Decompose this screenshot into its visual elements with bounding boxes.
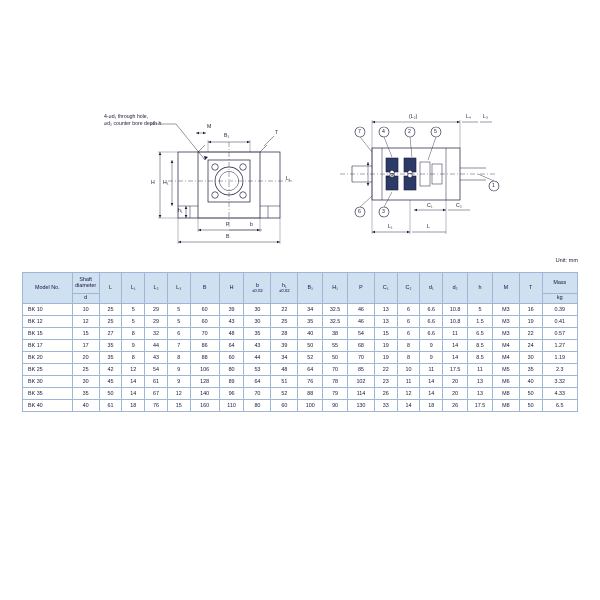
cell-C1: 22	[374, 364, 397, 376]
cell-L3: 8	[167, 352, 190, 364]
cell-H1: 32.5	[323, 316, 348, 328]
cell-model: BK 17	[23, 340, 73, 352]
cell-b: 64	[244, 376, 271, 388]
cell-L3: 9	[167, 364, 190, 376]
cell-T: 16	[519, 304, 542, 316]
balloon-2: 2	[408, 129, 411, 135]
cell-H1: 79	[323, 388, 348, 400]
cell-L1: 8	[122, 352, 145, 364]
cell-h1: 22	[271, 304, 298, 316]
cell-d2: 10.8	[443, 304, 468, 316]
cell-h: 13	[468, 376, 493, 388]
cell-h: 1.5	[468, 316, 493, 328]
cell-d: 40	[72, 400, 99, 412]
cell-L1: 8	[122, 328, 145, 340]
cell-C2: 8	[397, 340, 420, 352]
cell-h: 5	[468, 304, 493, 316]
cell-M: M3	[492, 316, 519, 328]
cell-H: 60	[219, 352, 244, 364]
cell-model: BK 35	[23, 388, 73, 400]
cell-P: 102	[347, 376, 374, 388]
dim-label-M: M	[207, 124, 212, 130]
cell-h1: 34	[271, 352, 298, 364]
technical-drawing	[0, 100, 600, 270]
cell-C2: 11	[397, 376, 420, 388]
th-B: B	[190, 273, 219, 304]
cell-L: 25	[99, 316, 122, 328]
specification-table-body	[23, 304, 578, 412]
cell-mass: 1.27	[542, 340, 577, 352]
cell-d1: 11	[420, 364, 443, 376]
th-L3: L₃	[167, 273, 190, 304]
cell-B: 60	[190, 316, 219, 328]
th-shaft-diameter-unit: d	[72, 294, 99, 304]
cell-d2: 14	[443, 352, 468, 364]
cell-T: 22	[519, 328, 542, 340]
cell-L2: 43	[145, 352, 168, 364]
cell-b: 30	[244, 304, 271, 316]
cell-L2: 67	[145, 388, 168, 400]
dim-label-L3: L₃	[483, 114, 488, 120]
cell-L2: 44	[145, 340, 168, 352]
cell-d1: 18	[420, 400, 443, 412]
dim-label-L1-right: L₁	[388, 224, 393, 230]
dim-label-C2: C₂	[456, 203, 462, 209]
cell-b: 70	[244, 388, 271, 400]
th-H1: H₁	[323, 273, 348, 304]
cell-P: 130	[347, 400, 374, 412]
callout-shaft-diameter: ⌀ d	[386, 174, 394, 180]
table-row	[23, 400, 578, 412]
cell-L2: 32	[145, 328, 168, 340]
cell-L: 35	[99, 352, 122, 364]
table-row	[23, 304, 578, 316]
specification-table-wrapper	[22, 272, 578, 412]
cell-h: 11	[468, 364, 493, 376]
cell-T: 30	[519, 352, 542, 364]
cell-C1: 26	[374, 388, 397, 400]
balloon-7: 7	[358, 129, 361, 135]
cell-B: 60	[190, 304, 219, 316]
cell-h1: 52	[271, 388, 298, 400]
callout-counter-bore: ⌀d₂ counter bore depth h	[104, 121, 162, 127]
cell-b: 80	[244, 400, 271, 412]
cell-mass: 6.5	[542, 400, 577, 412]
cell-B: 160	[190, 400, 219, 412]
table-row	[23, 316, 578, 328]
cell-b: 30	[244, 316, 271, 328]
cell-M: M3	[492, 328, 519, 340]
cell-T: 40	[519, 376, 542, 388]
cell-T: 35	[519, 364, 542, 376]
cell-B1: 76	[298, 376, 323, 388]
cell-C1: 19	[374, 340, 397, 352]
cell-H1: 38	[323, 328, 348, 340]
cell-B: 128	[190, 376, 219, 388]
balloon-4: 4	[382, 129, 385, 135]
th-h1-tolerance: ±0.02	[278, 287, 290, 293]
cell-H: 80	[219, 364, 244, 376]
cell-L: 42	[99, 364, 122, 376]
cell-C1: 19	[374, 352, 397, 364]
cell-h1: 60	[271, 400, 298, 412]
dim-label-P: P	[226, 222, 230, 228]
cell-P: 46	[347, 316, 374, 328]
cell-P: 54	[347, 328, 374, 340]
cell-mass: 4.33	[542, 388, 577, 400]
th-C1: C₁	[374, 273, 397, 304]
cell-B1: 64	[298, 364, 323, 376]
table-row	[23, 328, 578, 340]
cell-L3: 6	[167, 328, 190, 340]
cell-L3: 12	[167, 388, 190, 400]
cell-M: M6	[492, 376, 519, 388]
cell-model: BK 30	[23, 376, 73, 388]
cell-d1: 6.6	[420, 328, 443, 340]
cell-h1: 25	[271, 316, 298, 328]
cell-d1: 14	[420, 376, 443, 388]
cell-H: 43	[219, 316, 244, 328]
cell-h1: 39	[271, 340, 298, 352]
cell-B1: 40	[298, 328, 323, 340]
cell-d: 35	[72, 388, 99, 400]
balloon-1: 1	[492, 183, 495, 189]
dim-label-H1: H₁	[163, 180, 169, 186]
cell-B: 86	[190, 340, 219, 352]
cell-C2: 6	[397, 304, 420, 316]
cell-h: 13	[468, 388, 493, 400]
cell-L: 35	[99, 340, 122, 352]
cell-L1: 12	[122, 364, 145, 376]
cell-P: 46	[347, 304, 374, 316]
dim-label-h1: h₁	[178, 208, 183, 214]
cell-d2: 10.8	[443, 316, 468, 328]
cell-B: 70	[190, 328, 219, 340]
cell-h: 17.5	[468, 400, 493, 412]
specification-table	[22, 272, 578, 412]
cell-b: 43	[244, 340, 271, 352]
cell-d1: 6.6	[420, 304, 443, 316]
cell-d2: 20	[443, 388, 468, 400]
cell-h: 8.5	[468, 352, 493, 364]
cell-model: BK 40	[23, 400, 73, 412]
cell-L2: 76	[145, 400, 168, 412]
th-b-tolerance: ±0.02	[252, 287, 263, 293]
cell-H: 64	[219, 340, 244, 352]
th-L: L	[99, 273, 122, 304]
cell-L3: 5	[167, 304, 190, 316]
cell-L3: 5	[167, 316, 190, 328]
cell-C2: 6	[397, 316, 420, 328]
cell-L3: 15	[167, 400, 190, 412]
cell-B1: 50	[298, 340, 323, 352]
cell-B1: 88	[298, 388, 323, 400]
cell-L3: 9	[167, 376, 190, 388]
cell-L1: 14	[122, 388, 145, 400]
cell-M: M5	[492, 364, 519, 376]
cell-M: M3	[492, 304, 519, 316]
cell-d: 25	[72, 364, 99, 376]
th-L1: L₁	[122, 273, 145, 304]
cell-d2: 14	[443, 340, 468, 352]
cell-h: 6.5	[468, 328, 493, 340]
cell-P: 114	[347, 388, 374, 400]
cell-L2: 29	[145, 304, 168, 316]
cell-model: BK 15	[23, 328, 73, 340]
cell-B1: 34	[298, 304, 323, 316]
cell-d1: 6.6	[420, 316, 443, 328]
table-row	[23, 388, 578, 400]
cell-L2: 61	[145, 376, 168, 388]
dim-label-L-right: L	[427, 224, 430, 230]
cell-d1: 9	[420, 340, 443, 352]
cell-d1: 9	[420, 352, 443, 364]
th-M: M	[492, 273, 519, 304]
cell-H1: 78	[323, 376, 348, 388]
cell-H: 110	[219, 400, 244, 412]
table-row	[23, 376, 578, 388]
th-H: H	[219, 273, 244, 304]
cell-L1: 5	[122, 316, 145, 328]
dim-label-L4: L₄	[466, 114, 472, 120]
th-C2: C₂	[397, 273, 420, 304]
cell-B1: 52	[298, 352, 323, 364]
cell-L: 25	[99, 304, 122, 316]
cell-L: 27	[99, 328, 122, 340]
cell-B1: 35	[298, 316, 323, 328]
cell-H1: 90	[323, 400, 348, 412]
cell-T: 24	[519, 340, 542, 352]
cell-M: M8	[492, 400, 519, 412]
th-h: h	[468, 273, 493, 304]
cell-mass: 3.32	[542, 376, 577, 388]
cell-M: M4	[492, 352, 519, 364]
th-L2: L₂	[145, 273, 168, 304]
cell-H: 48	[219, 328, 244, 340]
cell-model: BK 20	[23, 352, 73, 364]
cell-C2: 8	[397, 352, 420, 364]
cell-d: 12	[72, 316, 99, 328]
cell-T: 19	[519, 316, 542, 328]
cell-d2: 20	[443, 376, 468, 388]
th-mass: Mass	[542, 273, 577, 294]
dim-label-B: B	[226, 234, 230, 240]
cell-P: 85	[347, 364, 374, 376]
balloon-5: 5	[434, 129, 437, 135]
balloon-3: 3	[382, 209, 385, 215]
th-B1: B₁	[298, 273, 323, 304]
cell-L1: 5	[122, 304, 145, 316]
cell-B: 106	[190, 364, 219, 376]
cell-b: 53	[244, 364, 271, 376]
th-h1: h₁ ±0.02	[271, 273, 298, 304]
cell-h1: 48	[271, 364, 298, 376]
cell-H1: 32.5	[323, 304, 348, 316]
dim-label-C1: C₁	[427, 203, 433, 209]
cell-H1: 50	[323, 352, 348, 364]
cell-H1: 70	[323, 364, 348, 376]
cell-h: 8.5	[468, 340, 493, 352]
th-d2: d₂	[443, 273, 468, 304]
cell-d2: 11	[443, 328, 468, 340]
th-d1: d₁	[420, 273, 443, 304]
cell-L: 61	[99, 400, 122, 412]
cell-d: 15	[72, 328, 99, 340]
unit-note: Unit: mm	[555, 258, 578, 264]
cell-C2: 14	[397, 400, 420, 412]
cell-B1: 100	[298, 400, 323, 412]
cell-model: BK 10	[23, 304, 73, 316]
th-mass-unit: kg	[542, 294, 577, 304]
cell-L1: 18	[122, 400, 145, 412]
cell-C1: 33	[374, 400, 397, 412]
th-model-no: Model No.	[23, 273, 73, 304]
cell-L2: 29	[145, 316, 168, 328]
cell-L2: 54	[145, 364, 168, 376]
dim-label-H: H	[151, 180, 155, 186]
cell-C1: 23	[374, 376, 397, 388]
cell-M: M8	[492, 388, 519, 400]
cell-H: 89	[219, 376, 244, 388]
table-row	[23, 364, 578, 376]
cell-L: 45	[99, 376, 122, 388]
cell-C2: 10	[397, 364, 420, 376]
dim-label-T: T	[275, 130, 279, 136]
cell-model: BK 25	[23, 364, 73, 376]
th-shaft-diameter: Shaft diameter	[72, 273, 99, 294]
cell-mass: 0.57	[542, 328, 577, 340]
table-row	[23, 340, 578, 352]
cell-d: 20	[72, 352, 99, 364]
table-row	[23, 352, 578, 364]
cell-mass: 1.19	[542, 352, 577, 364]
cell-C1: 15	[374, 328, 397, 340]
balloon-6: 6	[358, 209, 361, 215]
cell-L1: 9	[122, 340, 145, 352]
cell-H1: 55	[323, 340, 348, 352]
cell-L: 50	[99, 388, 122, 400]
cell-P: 68	[347, 340, 374, 352]
cell-P: 70	[347, 352, 374, 364]
cell-h1: 51	[271, 376, 298, 388]
dim-label-B1: B₁	[224, 133, 230, 139]
cell-mass: 0.41	[542, 316, 577, 328]
cell-mass: 0.39	[542, 304, 577, 316]
cell-b: 35	[244, 328, 271, 340]
th-T: T	[519, 273, 542, 304]
cell-L1: 14	[122, 376, 145, 388]
cell-L3: 7	[167, 340, 190, 352]
cell-M: M4	[492, 340, 519, 352]
cell-h1: 28	[271, 328, 298, 340]
cell-d1: 14	[420, 388, 443, 400]
cell-C1: 13	[374, 304, 397, 316]
cell-d2: 26	[443, 400, 468, 412]
cell-T: 50	[519, 400, 542, 412]
cell-C2: 12	[397, 388, 420, 400]
cell-mass: 2.3	[542, 364, 577, 376]
th-P: P	[347, 273, 374, 304]
dim-label-b: b	[250, 222, 253, 228]
cell-B: 140	[190, 388, 219, 400]
drawing-svg	[0, 100, 600, 270]
th-b: b ±0.02	[244, 273, 271, 304]
cell-b: 44	[244, 352, 271, 364]
cell-d: 10	[72, 304, 99, 316]
cell-H: 39	[219, 304, 244, 316]
cell-H: 96	[219, 388, 244, 400]
dim-label-L2-paren: (L₂)	[409, 114, 418, 120]
dim-label-L1-left: L₁	[286, 176, 291, 182]
callout-through-hole: 4-⌀d₁ through hole,	[104, 114, 149, 120]
cell-d2: 17.5	[443, 364, 468, 376]
cell-T: 50	[519, 388, 542, 400]
cell-C2: 6	[397, 328, 420, 340]
cell-d: 17	[72, 340, 99, 352]
cell-model: BK 12	[23, 316, 73, 328]
cell-B: 88	[190, 352, 219, 364]
cell-d: 30	[72, 376, 99, 388]
cell-C1: 13	[374, 316, 397, 328]
